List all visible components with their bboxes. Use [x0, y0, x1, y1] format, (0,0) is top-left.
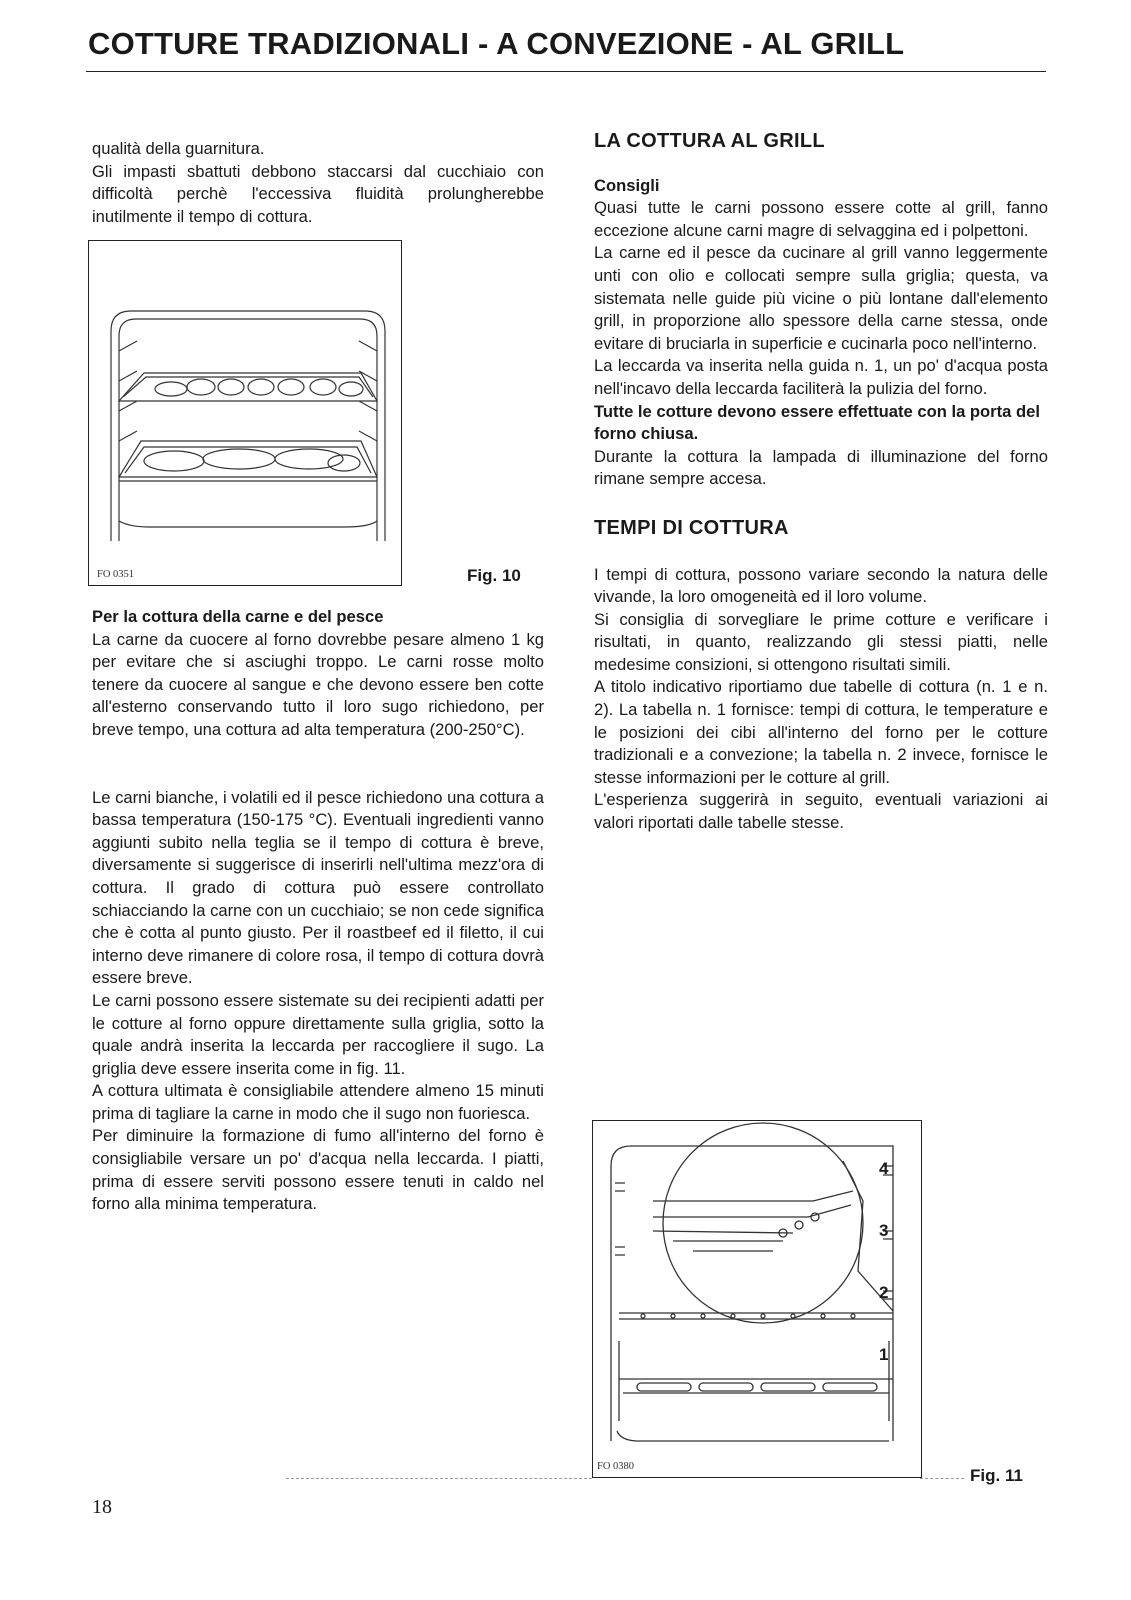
paragraph: La carne ed il pesce da cucinare al grill vanno leggermente unti con olio e collocati sempre sulla griglia; questa, va sistemata nelle guide più vicine o più lontane dall'elemento grill, in proporzione allo spessore della carne stessa, onde evitare di bruciarla in superficie e cucinarla poco nell'interno.	[594, 243, 1048, 353]
paragraph: I tempi di cottura, possono variare secondo la natura delle vivande, la loro omogeneità ed il loro volume.	[594, 564, 1048, 607]
paragraph: Durante la cottura la lampada di illuminazione del forno rimane sempre accesa.	[594, 446, 1048, 489]
paragraph: La leccarda va inserita nella guida n. 1, un po' d'acqua posta nell'incavo della leccarda faciliterà la pulizia del forno.	[594, 356, 1048, 398]
figure-11-label: Fig. 11	[970, 1466, 1023, 1485]
dashed-rule	[920, 1478, 964, 1479]
figure-code: FO 0380	[597, 1461, 635, 1472]
section-heading-grill: LA COTTURA AL GRILL	[594, 130, 825, 152]
paragraph: Le carni bianche, i volatili ed il pesce richiedono una cottura a bassa temperatura (150-175 °C). Eventuali ingredienti vanno aggiunti subito nella teglia se il tempo di cottura è breve, diversamente si suggerisce di inserirli nell'ultima mezz'ora di cottura. Il grado di cottura può essere controllato schiacciando la carne con un cucchiaio; se non cede significa che è cotta al punto giusto. Per il roastbeef ed il filetto, il cui interno deve rimanere di colore rosa, il tempo di cottura dovrà essere breve.	[92, 787, 544, 988]
paragraph: A cottura ultimata è consigliabile attendere almeno 15 minuti prima di tagliare la carne in modo che il sugo non fuoriesca.	[92, 1081, 544, 1123]
shelf-level-2: 2	[879, 1283, 889, 1302]
title-rule	[86, 71, 1046, 72]
left-column-top	[92, 138, 544, 228]
right-column	[594, 130, 1048, 835]
paragraph: Quasi tutte le carni possono essere cotte al grill, fanno eccezione alcune carni magre di selvaggina ed i polpettoni.	[594, 198, 1048, 240]
shelf-level-1: 1	[879, 1345, 889, 1364]
dashed-rule	[286, 1478, 592, 1479]
left-column-meat	[92, 606, 544, 1216]
figure-10-oven-shelves	[88, 240, 402, 586]
paragraph: Le carni possono essere sistemate su dei recipienti adatti per le cotture al forno oppure direttamente sulla griglia, sotto la quale andrà inserita la leccarda per raccogliere il sugo. La griglia deve essere inserita come in fig. 11.	[92, 990, 544, 1078]
page-number: 18	[92, 1496, 112, 1518]
figure-10-label: Fig. 10	[467, 566, 521, 585]
figure-11-shelf-positions	[592, 1120, 922, 1478]
bold-note: Tutte le cotture devono essere effettuate con la porta del forno chiusa.	[594, 401, 1040, 444]
section-heading-times: TEMPI DI COTTURA	[594, 516, 789, 539]
paragraph: Per diminuire la formazione di fumo all'interno del forno è consigliabile versare un po' d'acqua nella leccarda. I piatti, prima di essere serviti possono essere tenuti in caldo nel forno alla minima temperatura.	[92, 1126, 544, 1214]
section-heading-meat: Per la cottura della carne e del pesce	[92, 607, 384, 626]
figure-code: FO 0351	[97, 569, 135, 580]
paragraph: A titolo indicativo riportiamo due tabelle di cottura (n. 1 e n. 2). La tabella n. 1 fornisce: tempi di cottura, le temperature e le posizioni dei cibi all'interno del forno per le cotture tradizionali e a convezione; la tabella n. 2 invece, fornisce le stesse informazioni per le cotture al grill.	[594, 677, 1048, 787]
subheading-consigli: Consigli	[594, 175, 660, 195]
shelf-positions-illustration	[593, 1121, 921, 1477]
paragraph: L'esperienza suggerirà in seguito, eventuali variazioni ai valori riportati dalle tabelle stesse.	[594, 790, 1048, 833]
page-title: COTTURE TRADIZIONALI - A CONVEZIONE - AL GRILL	[88, 26, 905, 61]
paragraph: La carne da cuocere al forno dovrebbe pesare almeno 1 kg per evitare che si asciughi troppo. Le carni rosse molto tenere da cuocere al sangue e che devono essere ben cotte all'esterno conservando tutto il loro sugo richiedono, per breve tempo, una cottura ad alta temperatura (200-250°C).	[92, 629, 544, 739]
paragraph: qualità della guarnitura.	[92, 139, 265, 158]
shelf-level-4: 4	[879, 1159, 889, 1178]
oven-shelves-illustration	[89, 241, 401, 585]
shelf-level-3: 3	[879, 1221, 889, 1240]
paragraph: Si consiglia di sorvegliare le prime cotture e verificare i risultati, in quanto, realizzando gli stessi piatti, nelle medesime consizioni, si ottengono risultati simili.	[594, 609, 1048, 674]
paragraph: Gli impasti sbattuti debbono staccarsi dal cucchiaio con difficoltà perchè l'eccessiva fluidità prolungherebbe inutilmente il tempo di cottura.	[92, 161, 544, 226]
